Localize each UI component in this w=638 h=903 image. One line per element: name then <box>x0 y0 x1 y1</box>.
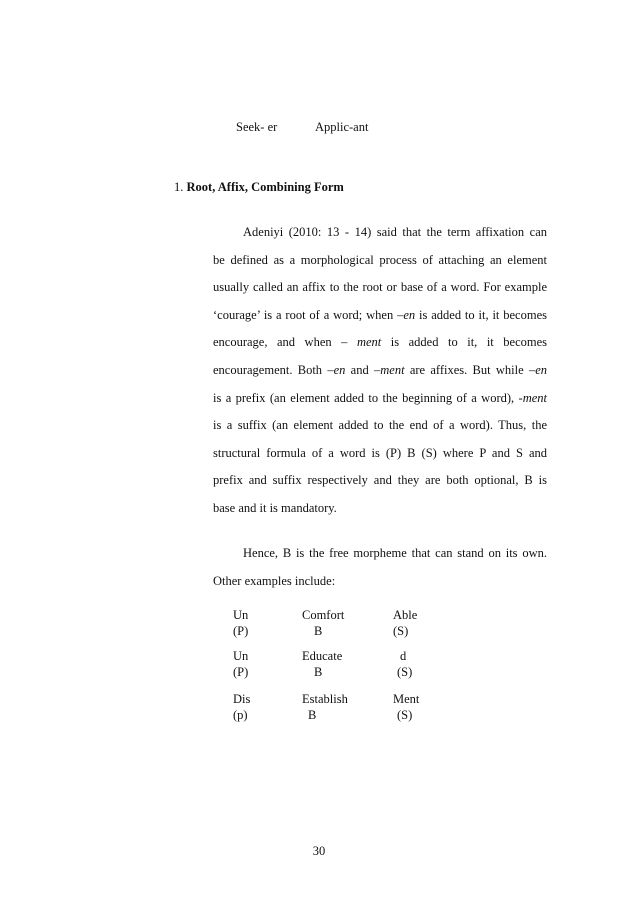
paragraph-line: is a prefix (an element added to the beginning of a word), -ment <box>213 390 547 405</box>
example-3-prefix: Dis <box>233 692 251 706</box>
paragraph-affixation <box>213 219 547 523</box>
paragraph-line: is a suffix (an element added to the end of a word). Thus, the <box>213 418 547 433</box>
paragraph-line: base and it is mandatory. <box>213 500 337 515</box>
heading-number: 1. <box>174 180 184 194</box>
paragraph-line: encourage, and when – ment is added to it, it becomes <box>213 335 548 350</box>
example-2-prefix: Un <box>233 649 249 663</box>
example-1-suffix: Able <box>393 608 418 622</box>
example-2-suffix: d <box>400 649 407 663</box>
example-1-prefix-label: (P) <box>233 624 249 638</box>
example-3-prefix-label: (p) <box>233 708 248 722</box>
example-3-suffix-label: (S) <box>397 708 413 722</box>
heading-title: Root, Affix, Combining Form <box>186 180 344 194</box>
paragraph-hence <box>213 540 547 595</box>
paragraph-line: Adeniyi (2010: 13 - 14) said that the term affixation can <box>243 225 547 239</box>
example-2-suffix-label: (S) <box>397 665 413 679</box>
top-word-seeker: Seek- er <box>236 120 278 134</box>
paragraph-line: Other examples include: <box>213 573 336 588</box>
paragraph-line: ‘courage’ is a root of a word; when –en is added to it, it becomes <box>213 307 547 322</box>
example-3-base-label: B <box>308 708 317 722</box>
example-2-base: Educate <box>302 649 343 663</box>
example-2-prefix-label: (P) <box>233 665 249 679</box>
example-1-base: Comfort <box>302 608 345 622</box>
example-3-base: Establish <box>302 692 348 706</box>
example-1-prefix: Un <box>233 608 249 622</box>
example-1-suffix-label: (S) <box>393 624 409 638</box>
example-2-base-label: B <box>314 665 323 679</box>
top-word-applicant: Applic-ant <box>315 120 369 134</box>
page-number: 30 <box>312 844 326 858</box>
paragraph-line: structural formula of a word is (P) B (S) where P and S and <box>213 445 547 460</box>
paragraph-line: be defined as a morphological process of attaching an element <box>213 252 547 267</box>
example-1-base-label: B <box>314 624 323 638</box>
section-heading <box>174 180 344 195</box>
paragraph-line: prefix and suffix respectively and they are both optional, B is <box>213 473 547 488</box>
paragraph-line: usually called an affix to the root or base of a word. For example <box>213 280 547 295</box>
paragraph-line: encouragement. Both –en and –ment are affixes. But while –en <box>213 362 547 377</box>
example-3-suffix: Ment <box>393 692 420 706</box>
paragraph-line: Hence, B is the free morpheme that can stand on its own. <box>243 546 547 560</box>
